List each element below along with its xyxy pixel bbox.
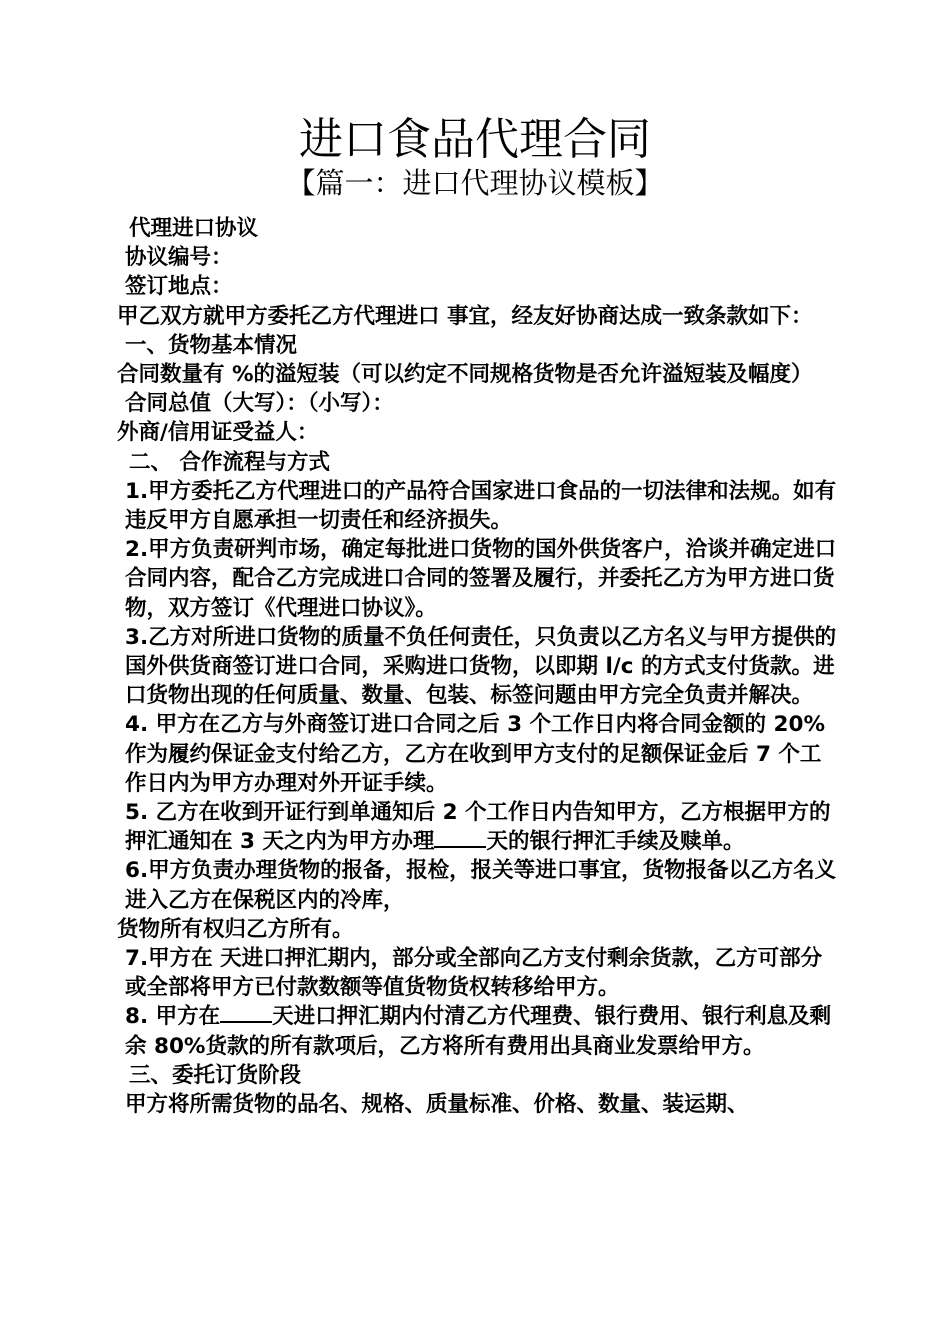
clause-5 bbox=[117, 798, 837, 856]
clause-5-part-a: 5. 乙方在收到开证行到单通知后 2 个工作日内告知甲方，乙方根据甲方的押汇通知在 3 天之内为甲方办理 bbox=[125, 800, 831, 855]
section-3-text: 甲方将所需货物的品名、规格、质量标准、价格、数量、装运期、 bbox=[125, 1092, 749, 1118]
agreement-heading: 代理进口协议 bbox=[129, 216, 259, 241]
clause-2: 2.甲方负责研判市场，确定每批进口货物的国外供货客户，洽谈并确定进口合同内容，配合乙方完成进口合同的签署及履行，并委托乙方为甲方进口货物，双方签订《代理进口协议》。 bbox=[125, 537, 837, 621]
document-body bbox=[117, 214, 837, 1119]
fill-in-blank bbox=[434, 828, 486, 848]
signing-place-label: 签订地点： bbox=[125, 274, 233, 300]
clause-7: 7.甲方在 天进口押汇期内，部分或全部向乙方支付剩余货款，乙方可部分或全部将甲方已付款数额等值货物货权转移给甲方。 bbox=[125, 946, 823, 1001]
clause-8-part-a: 8. 甲方在 bbox=[125, 1004, 221, 1030]
quantity-clause: 合同数量有 %的溢短装（可以约定不同规格货物是否允许溢短装及幅度） bbox=[117, 362, 813, 388]
clause-6-continuation: 货物所有权归乙方所有。 bbox=[117, 916, 354, 942]
beneficiary-clause: 外商/信用证受益人： bbox=[117, 420, 319, 446]
clause-1: 1.甲方委托乙方代理进口的产品符合国家进口食品的一切法律和法规。如有违反甲方自愿承担一切责任和经济损失。 bbox=[125, 478, 837, 534]
section-1-title: 一、货物基本情况 bbox=[125, 332, 298, 358]
agreement-number-label: 协议编号： bbox=[125, 245, 233, 271]
fill-in-blank bbox=[220, 1003, 272, 1023]
clause-4: 4. 甲方在乙方与外商签订进口合同之后 3 个工作日内将合同金额的 20%作为履约保证金支付给乙方，乙方在收到甲方支付的足额保证金后 7 个工作日内为甲方办理对外开证手续。 bbox=[125, 712, 825, 796]
total-value-clause: 合同总值（大写）：（小写）： bbox=[125, 391, 394, 417]
clause-8 bbox=[117, 1002, 837, 1060]
section-3-title: 三、委托订货阶段 bbox=[129, 1062, 302, 1088]
section-2-title: 二、 合作流程与方式 bbox=[129, 449, 330, 475]
clause-3: 3.乙方对所进口货物的质量不负任何责任，只负责以乙方名义与甲方提供的国外供货商签订进口合同，采购进口货物，以即期 l/c 的方式支付货款。进口货物出现的任何质量、数量、包装、标签问题由甲方完全负责并解决。 bbox=[125, 624, 837, 709]
document-title: 进口食品代理合同 bbox=[299, 114, 651, 165]
clause-8-part-b: 天进口押汇期内付清乙方代理费、银行费用、银行利息及剩余 80%货款的所有款项后，乙方将所有费用出具商业发票给甲方。 bbox=[125, 1004, 832, 1059]
clause-6: 6.甲方负责办理货物的报备，报检，报关等进口事宜，货物报备以乙方名义进入乙方在保税区内的冷库， bbox=[125, 858, 837, 913]
document-subtitle: 【篇一：进口代理协议模板】 bbox=[286, 166, 664, 200]
clause-5-part-b: 天的银行押汇手续及赎单。 bbox=[486, 829, 745, 855]
intro-paragraph: 甲乙双方就甲方委托乙方代理进口 事宜，经友好协商达成一致条款如下： bbox=[117, 303, 813, 329]
